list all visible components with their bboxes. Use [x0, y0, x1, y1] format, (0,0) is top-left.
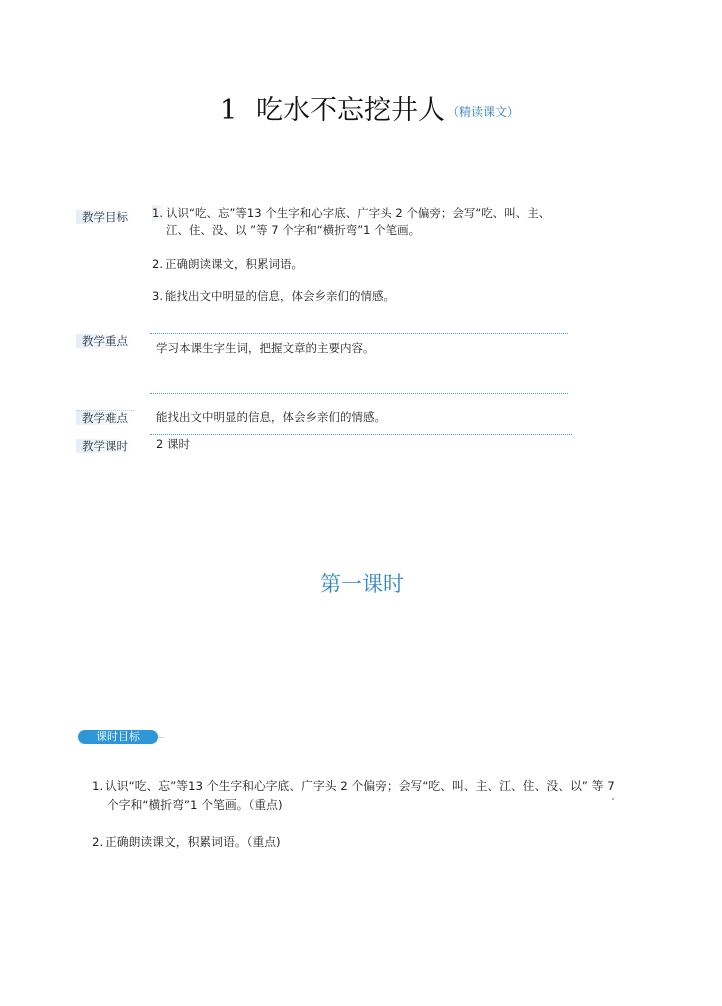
- divider: [150, 434, 572, 435]
- objective-item-1: [152, 205, 550, 221]
- objective-text-line: 能找出文中明显的信息，体会乡亲们的情感。: [165, 289, 395, 303]
- difficulties-text: 能找出文中明显的信息，体会乡亲们的情感。: [156, 410, 386, 424]
- objective-item-1-line-2: 江、住、没、以 ”等 7 个字和“横折弯”1 个笔画。: [166, 223, 421, 237]
- goal-number: 2.: [92, 835, 104, 849]
- lesson-title: [220, 88, 519, 127]
- stray-mark: [612, 798, 614, 800]
- goal-item-1-line-2: 个字和“横折弯”1 个笔画。（重点): [107, 798, 283, 812]
- divider: [150, 393, 568, 394]
- divider: [150, 333, 568, 334]
- objective-text-line: 认识“吃、忘”等13 个生字和心字底、广字头 2 个偏旁；会写“吃、叫、主、: [166, 206, 551, 220]
- objectives-label: 教学目标: [76, 210, 134, 224]
- goal-item-2: [92, 833, 281, 851]
- lesson-number: 1: [220, 95, 238, 126]
- period-goals-tag: 课时目标: [78, 730, 158, 744]
- objective-item-2: [152, 256, 303, 272]
- objective-number: 2.: [152, 257, 163, 271]
- goal-text-line: 正确朗读课文，积累词语。（重点): [105, 835, 281, 849]
- lesson-title-text: 吃水不忘挖井人: [256, 95, 445, 126]
- objective-number: 1.: [152, 205, 166, 221]
- key-points-text: 学习本课生字生词，把握文章的主要内容。: [156, 341, 375, 355]
- objective-text-line: 正确朗读课文，积累词语。: [165, 257, 303, 271]
- key-points-label: 教学重点: [76, 334, 134, 348]
- goal-number: 1.: [92, 779, 104, 793]
- periods-text: 2 课时: [156, 437, 190, 451]
- tag-line: [158, 737, 164, 738]
- objective-number: 3.: [152, 289, 163, 303]
- goal-item-1: [92, 777, 615, 795]
- section-title: 第一课时: [320, 572, 404, 596]
- periods-label: 教学课时: [76, 439, 134, 453]
- difficulties-label: 教学难点: [76, 410, 134, 425]
- lesson-subtitle: （精读课文）: [447, 105, 520, 119]
- goal-text-line: 认识“吃、忘”等13 个生字和心字底、广字头 2 个偏旁；会写“吃、叫、主、江、住、没、以” 等 7: [105, 779, 615, 793]
- objective-item-3: [152, 288, 395, 304]
